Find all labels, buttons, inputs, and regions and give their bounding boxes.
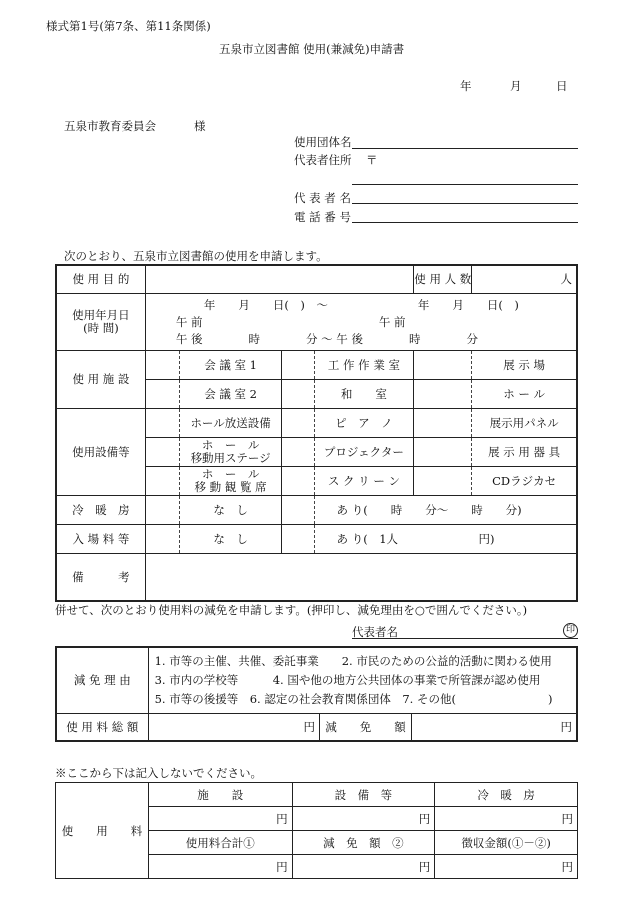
reason-label: 減 免 理 由 (56, 647, 148, 713)
phone-label: 電 話 番 号 (294, 210, 351, 224)
office-fee-label: 使 用 料 (56, 783, 149, 879)
exemption-table (55, 646, 578, 742)
office-aircon-yen: 円 (435, 807, 578, 831)
facility-check-6[interactable] (414, 379, 472, 408)
facility-hall: ホ ー ル (472, 379, 577, 408)
equipment-display-tools: 展 示 用 器 具 (472, 437, 577, 466)
discount-label: 減 免 額 (320, 713, 412, 741)
equipment-hall-broadcast: ホール放送設備 (179, 408, 281, 437)
addressee-name: 五泉市教育委員会 (64, 119, 156, 133)
equipment-check-6[interactable] (414, 437, 472, 466)
office-equipment-yen: 円 (292, 807, 435, 831)
fee-yes-check[interactable] (282, 524, 314, 553)
equipment-check-3[interactable] (414, 408, 472, 437)
remarks-field[interactable] (145, 553, 577, 601)
representative-label: 代 表 者 名 (294, 191, 351, 205)
facility-meeting-room-2: 会 議 室 2 (179, 379, 281, 408)
org-name-label: 使用団体名 (294, 135, 352, 149)
facility-check-5[interactable] (282, 379, 314, 408)
facility-label: 使 用 施 設 (56, 350, 145, 408)
purpose-field[interactable] (145, 265, 413, 293)
office-note: ※ここから下は記入しないでください。 (55, 766, 262, 780)
date-day[interactable]: 日 (556, 79, 568, 93)
application-table (55, 264, 578, 602)
equipment-check-1[interactable] (145, 408, 179, 437)
reason-line-2[interactable]: 3. 市内の学校等 4. 国や他の地方公共団体の事業で所管課が認め使用 (154, 672, 541, 687)
equipment-check-7[interactable] (145, 466, 179, 495)
equipment-cd-radio: CDラジカセ (472, 466, 577, 495)
aircon-label: 冷 暖 房 (56, 495, 145, 524)
office-collected-label: 徴収金額(①－②) (435, 831, 578, 855)
purpose-label: 使 用 目 的 (56, 265, 145, 293)
office-subtotal-yen: 円 (148, 855, 292, 879)
office-facility-yen: 円 (148, 807, 292, 831)
facility-exhibition: 展 示 場 (472, 350, 577, 379)
aircon-none: な し (179, 495, 281, 524)
datetime-field[interactable]: 年 月 日( ) ～ 年 月 日( ) 午 前 午 前 午 後 時 分 ～ 午 後 時 分 (145, 293, 577, 350)
intro-text: 次のとおり、五泉市立図書館の使用を申請します。 (64, 249, 328, 263)
equipment-projector: プロジェクター (314, 437, 414, 466)
reason-line-3[interactable]: 5. 市等の後援等 6. 認定の社会教育関係団体 7. その他( ) (154, 691, 553, 706)
equipment-screen: ス ク リ ー ン (314, 466, 414, 495)
facility-check-3[interactable] (414, 350, 472, 379)
total-fee-field[interactable]: 円 (148, 713, 319, 741)
office-subtotal-label: 使用料合計① (148, 831, 292, 855)
exemption-intro: 併せて、次のとおり使用料の減免を申請します。(押印し、減免理由を○で囲んでください。) (55, 603, 528, 617)
office-col-aircon: 冷 暖 房 (435, 783, 578, 807)
equipment-check-2[interactable] (282, 408, 314, 437)
facility-workshop: 工 作 作 業 室 (314, 350, 414, 379)
datetime-label: 使用年月日 (時 間) (56, 293, 145, 350)
equipment-mobile-stage: ホ ー ル 移動用ステージ (179, 437, 281, 466)
postal-mark: 〒 (366, 153, 378, 167)
people-field[interactable]: 人 (472, 265, 577, 293)
equipment-piano: ピ ア ノ (314, 408, 414, 437)
office-col-equipment: 設 備 等 (292, 783, 435, 807)
aircon-yes[interactable]: あ り( 時 分～ 時 分) (314, 495, 577, 524)
equipment-label: 使用設備等 (56, 408, 145, 495)
equipment-check-5[interactable] (282, 437, 314, 466)
facility-check-2[interactable] (282, 350, 314, 379)
facility-meeting-room-1: 会 議 室 1 (179, 350, 281, 379)
office-reduction-yen: 円 (292, 855, 435, 879)
address-label: 代表者住所 (294, 153, 352, 167)
exemption-rep-label: 代表者名 (352, 625, 398, 639)
aircon-yes-check[interactable] (282, 495, 314, 524)
fee-none-check[interactable] (145, 524, 179, 553)
fee-yes[interactable]: あ り( 1人 円) (314, 524, 577, 553)
phone-field[interactable] (352, 222, 578, 223)
addressee-honorific: 様 (194, 119, 206, 133)
page-title: 五泉市立図書館 使用(兼減免)申請書 (219, 42, 405, 56)
office-collected-yen: 円 (435, 855, 578, 879)
facility-japanese-room: 和 室 (314, 379, 414, 408)
address-field[interactable] (352, 184, 578, 185)
date-year[interactable]: 年 (460, 79, 472, 93)
equipment-check-4[interactable] (145, 437, 179, 466)
admission-fee-label: 入 場 料 等 (56, 524, 145, 553)
remarks-label: 備 考 (56, 553, 145, 601)
org-name-field[interactable] (352, 148, 578, 149)
equipment-panel: 展示用パネル (472, 408, 577, 437)
form-number: 様式第1号(第7条、第11条関係) (46, 19, 211, 33)
equipment-check-9[interactable] (414, 466, 472, 495)
facility-check-1[interactable] (145, 350, 179, 379)
people-label: 使 用 人 数 (414, 265, 472, 293)
reason-options[interactable] (148, 647, 577, 713)
exemption-rep-field[interactable] (352, 638, 578, 639)
aircon-none-check[interactable] (145, 495, 179, 524)
office-table (55, 782, 578, 879)
fee-none: な し (179, 524, 281, 553)
date-month[interactable]: 月 (510, 79, 522, 93)
office-col-facility: 施 設 (148, 783, 292, 807)
equipment-mobile-seats: ホ ー ル 移 動 観 覧 席 (179, 466, 281, 495)
representative-field[interactable] (352, 203, 578, 204)
total-fee-label: 使 用 料 総 額 (56, 713, 148, 741)
discount-field[interactable]: 円 (412, 713, 578, 741)
office-reduction-label: 減 免 額 ② (292, 831, 435, 855)
equipment-check-8[interactable] (282, 466, 314, 495)
facility-check-4[interactable] (145, 379, 179, 408)
seal-mark: 印 (563, 623, 578, 638)
reason-line-1[interactable]: 1. 市等の主催、共催、委託事業 2. 市民のための公益的活動に関わる使用 (154, 653, 552, 668)
